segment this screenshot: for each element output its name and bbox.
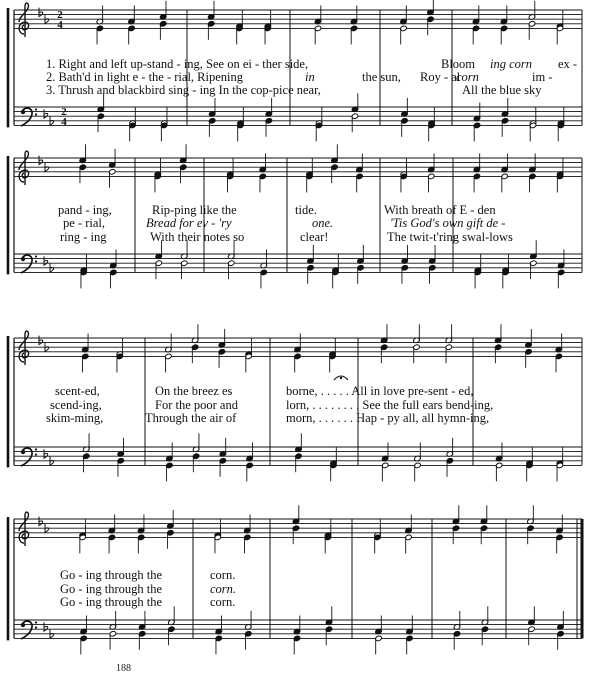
note [472,25,479,44]
note [260,269,267,288]
note [473,103,480,122]
lyric-verse-2: 'Tis God's own gift de - [390,216,506,230]
note [96,25,103,44]
note [192,433,199,452]
note [245,353,252,372]
note [452,505,459,524]
note [357,245,364,264]
lyric-verse-1: tide. [295,203,317,217]
note [556,515,563,534]
treble-clef-icon [19,331,29,365]
note [453,631,460,650]
note [381,443,388,462]
note [452,525,459,544]
note [295,453,302,472]
treble-staff [14,158,582,176]
lyric-verse-1: Rip-ping like the [152,203,237,217]
note [159,21,166,40]
note [528,1,535,20]
lyric-verse-1: corn. [210,568,236,582]
treble-clef-icon [19,3,29,37]
note [82,334,89,353]
note [245,631,252,650]
note [332,269,339,288]
note [501,173,508,192]
note [526,462,533,481]
note [556,25,563,44]
note [180,144,187,163]
note [218,349,225,368]
bass-clef-icon [21,108,37,126]
note [501,154,508,173]
note [219,438,226,457]
note [528,606,535,625]
note [529,173,536,192]
note [166,443,173,462]
note [208,98,215,117]
flat-icon [50,456,54,465]
system-2 [8,144,582,288]
note [215,616,222,635]
note [557,250,564,269]
note [108,534,115,553]
note [555,334,562,353]
note [428,173,435,192]
note [375,616,382,635]
note [192,453,199,472]
note [83,433,90,452]
note [494,344,501,363]
note [530,260,537,279]
lyric-verse-1: Bloom [441,57,476,71]
note [191,324,198,343]
bass-clef-icon [21,621,37,639]
note [325,606,332,625]
note [79,144,86,163]
system-1 [8,0,582,141]
note [400,25,407,44]
note [556,462,563,481]
note [527,505,534,524]
note [307,245,314,264]
note [375,635,382,654]
note [117,438,124,457]
flat-icon [39,517,43,526]
flat-icon [39,8,43,17]
note [413,344,420,363]
note [405,534,412,553]
note [165,353,172,372]
note [380,344,387,363]
note [236,25,243,44]
note [129,122,136,141]
note [294,334,301,353]
note [414,462,421,481]
note [325,626,332,645]
note [138,631,145,650]
note [165,334,172,353]
lyric-verse-3: With their notes so [150,230,245,244]
time-signature-denominator: 4 [57,18,63,31]
lyric-verse-1: ing corn [490,57,533,71]
note [246,462,253,481]
lyric-verse-2: corn. [210,582,237,596]
note [400,6,407,25]
note [116,353,123,372]
note [228,260,235,279]
note [155,260,162,279]
note [259,154,266,173]
note [80,635,87,654]
note [83,453,90,472]
note [294,353,301,372]
lyric-verse-3: 3. Thrush and blackbird sing - ing In the cop-pice near, [46,83,321,97]
flat-icon [45,15,49,24]
note [331,144,338,163]
lyric-verse-1: Go - ing through the [60,568,163,582]
note [401,245,408,264]
system-4 [8,505,582,654]
note [356,154,363,173]
note [381,462,388,481]
note [401,265,408,284]
note [80,616,87,635]
treble-clef-icon [19,151,29,185]
note [356,173,363,192]
note [406,616,413,635]
note [117,458,124,477]
note [181,260,188,279]
note [264,25,271,44]
note [413,324,420,343]
lyric-verse-3: ring - ing [60,230,107,244]
lyric-verse-1: ex - [558,57,578,71]
lyric-verse-3: Through the air of [145,411,237,425]
page-number: 188 [116,663,131,673]
lyric-verse-3: corn. [210,595,236,609]
note [167,510,174,529]
bass-staff [14,254,582,272]
note [265,118,272,137]
note [357,265,364,284]
note [244,515,251,534]
note [329,353,336,372]
note [315,122,322,141]
note [110,250,117,269]
note [109,631,116,650]
note [557,611,564,630]
note [244,534,251,553]
note [191,344,198,363]
note [79,534,86,553]
note [494,324,501,343]
note [180,164,187,183]
note [406,635,413,654]
time-signature-numerator: 2 [61,106,67,119]
lyric-verse-1: pand - ing, [58,203,112,217]
note [501,118,508,137]
note [314,25,321,44]
note [138,611,145,630]
note [109,611,116,630]
note [405,515,412,534]
lyric-verse-2: in [305,70,315,84]
note [109,169,116,188]
lyric-verse-2: corn [456,70,479,84]
note [480,505,487,524]
note [446,438,453,457]
note [473,173,480,192]
note [218,329,225,348]
lyric-verse-3: clear! [300,230,329,244]
flat-icon [45,343,49,352]
note [445,324,452,343]
note [502,269,509,288]
note [137,515,144,534]
note [473,122,480,141]
note [495,462,502,481]
note [472,6,479,25]
note [167,530,174,549]
note [429,265,436,284]
note [428,122,435,141]
flat-icon [39,156,43,165]
note [401,118,408,137]
flat-icon [44,256,48,265]
lyric-verse-1: With breath of E - den [384,203,496,217]
note [108,515,115,534]
note [265,98,272,117]
note [530,240,537,259]
lyric-verse-2: lorn, . . . . . . . . See the full ears bend-ing, [286,398,494,412]
note [453,611,460,630]
note [380,324,387,343]
note [168,626,175,645]
note [481,606,488,625]
note [207,1,214,20]
note [128,6,135,25]
note [168,606,175,625]
note [260,250,267,269]
note [293,616,300,635]
treble-clef-icon [19,512,29,546]
note [259,173,266,192]
note [427,0,434,16]
note [427,16,434,35]
note [529,154,536,173]
time-signature-denominator: 4 [61,115,67,128]
note [307,265,314,284]
lyric-verse-2: Roy - al [420,70,461,84]
note [555,353,562,372]
note [429,245,436,264]
note [80,269,87,288]
note [525,349,532,368]
note [79,164,86,183]
lyric-verse-2: pe - rial, [63,216,105,230]
note [128,25,135,44]
note [331,164,338,183]
note [214,534,221,553]
lyric-verse-3: skim-ming, [46,411,104,425]
note [428,154,435,173]
note [557,269,564,288]
lyric-verse-2: Bread for ev - 'ry [146,216,232,230]
bass-clef-icon [21,448,37,466]
lyric-verse-2: one. [312,216,334,230]
note [351,113,358,132]
lyric-verse-1: 1. Right and left up-stand - ing, See on ei - ther side, [46,57,309,71]
lyric-verse-1: borne, . . . . . All in love pre-sent - ed, [286,384,474,398]
lyric-verse-2: Go - ing through the [60,582,163,596]
lyric-verse-2: scend-ing, [50,398,102,412]
flat-icon [44,449,48,458]
note [481,626,488,645]
note [292,525,299,544]
lyric-verse-2: For the poor and [155,398,238,412]
lyric-verse-2: im - [532,70,553,84]
note [295,433,302,452]
note [525,329,532,348]
flat-icon [45,163,49,172]
note [207,21,214,40]
note [208,118,215,137]
lyric-verse-2: the sun, [362,70,401,84]
note [480,525,487,544]
note [160,122,167,141]
flat-icon [45,524,49,533]
note [500,25,507,44]
lyric-verse-1: scent-ed, [55,384,100,398]
time-signature-numerator: 2 [57,9,63,22]
note [528,21,535,40]
note [166,462,173,481]
note [159,1,166,20]
note [528,626,535,645]
note [350,6,357,25]
note [154,173,161,192]
fermata-icon [334,376,348,380]
flat-icon [44,622,48,631]
note [473,154,480,173]
note [446,458,453,477]
note [246,443,253,462]
note [96,6,103,25]
lyric-verse-3: Go - ing through the [60,595,163,609]
note [374,534,381,553]
note [350,25,357,44]
lyric-verse-1: On the breez es [155,384,233,398]
note [557,631,564,650]
flat-icon [50,116,54,125]
note [82,353,89,372]
note [351,93,358,112]
flat-icon [50,629,54,638]
lyric-verse-3: morn, . . . . . . Hap - py all, all hymn-ing, [286,411,490,425]
flat-icon [39,336,43,345]
note [97,113,104,132]
note [501,98,508,117]
note [292,505,299,524]
note [556,173,563,192]
bass-clef-icon [21,255,37,273]
note [557,122,564,141]
note [527,525,534,544]
note [500,6,507,25]
note [445,344,452,363]
note [215,635,222,654]
note [237,122,244,141]
note [314,6,321,25]
note [556,534,563,553]
system-3 [8,324,582,481]
flat-icon [44,109,48,118]
note [219,458,226,477]
note [401,98,408,117]
note [474,269,481,288]
note [227,173,234,192]
lyric-verse-2: 2. Bath'd in light e - the - rial, Ripening [46,70,244,84]
lyric-verse-3: The twit-t'ring swal-lows [387,230,513,244]
note [245,611,252,630]
flat-icon [50,263,54,272]
note [495,443,502,462]
note [306,173,313,192]
note [414,443,421,462]
note [324,534,331,553]
note [137,534,144,553]
note [330,462,337,481]
note [110,269,117,288]
note [293,635,300,654]
lyric-verse-3: All the blue sky [462,83,542,97]
note [109,149,116,168]
note [529,122,536,141]
note [400,173,407,192]
